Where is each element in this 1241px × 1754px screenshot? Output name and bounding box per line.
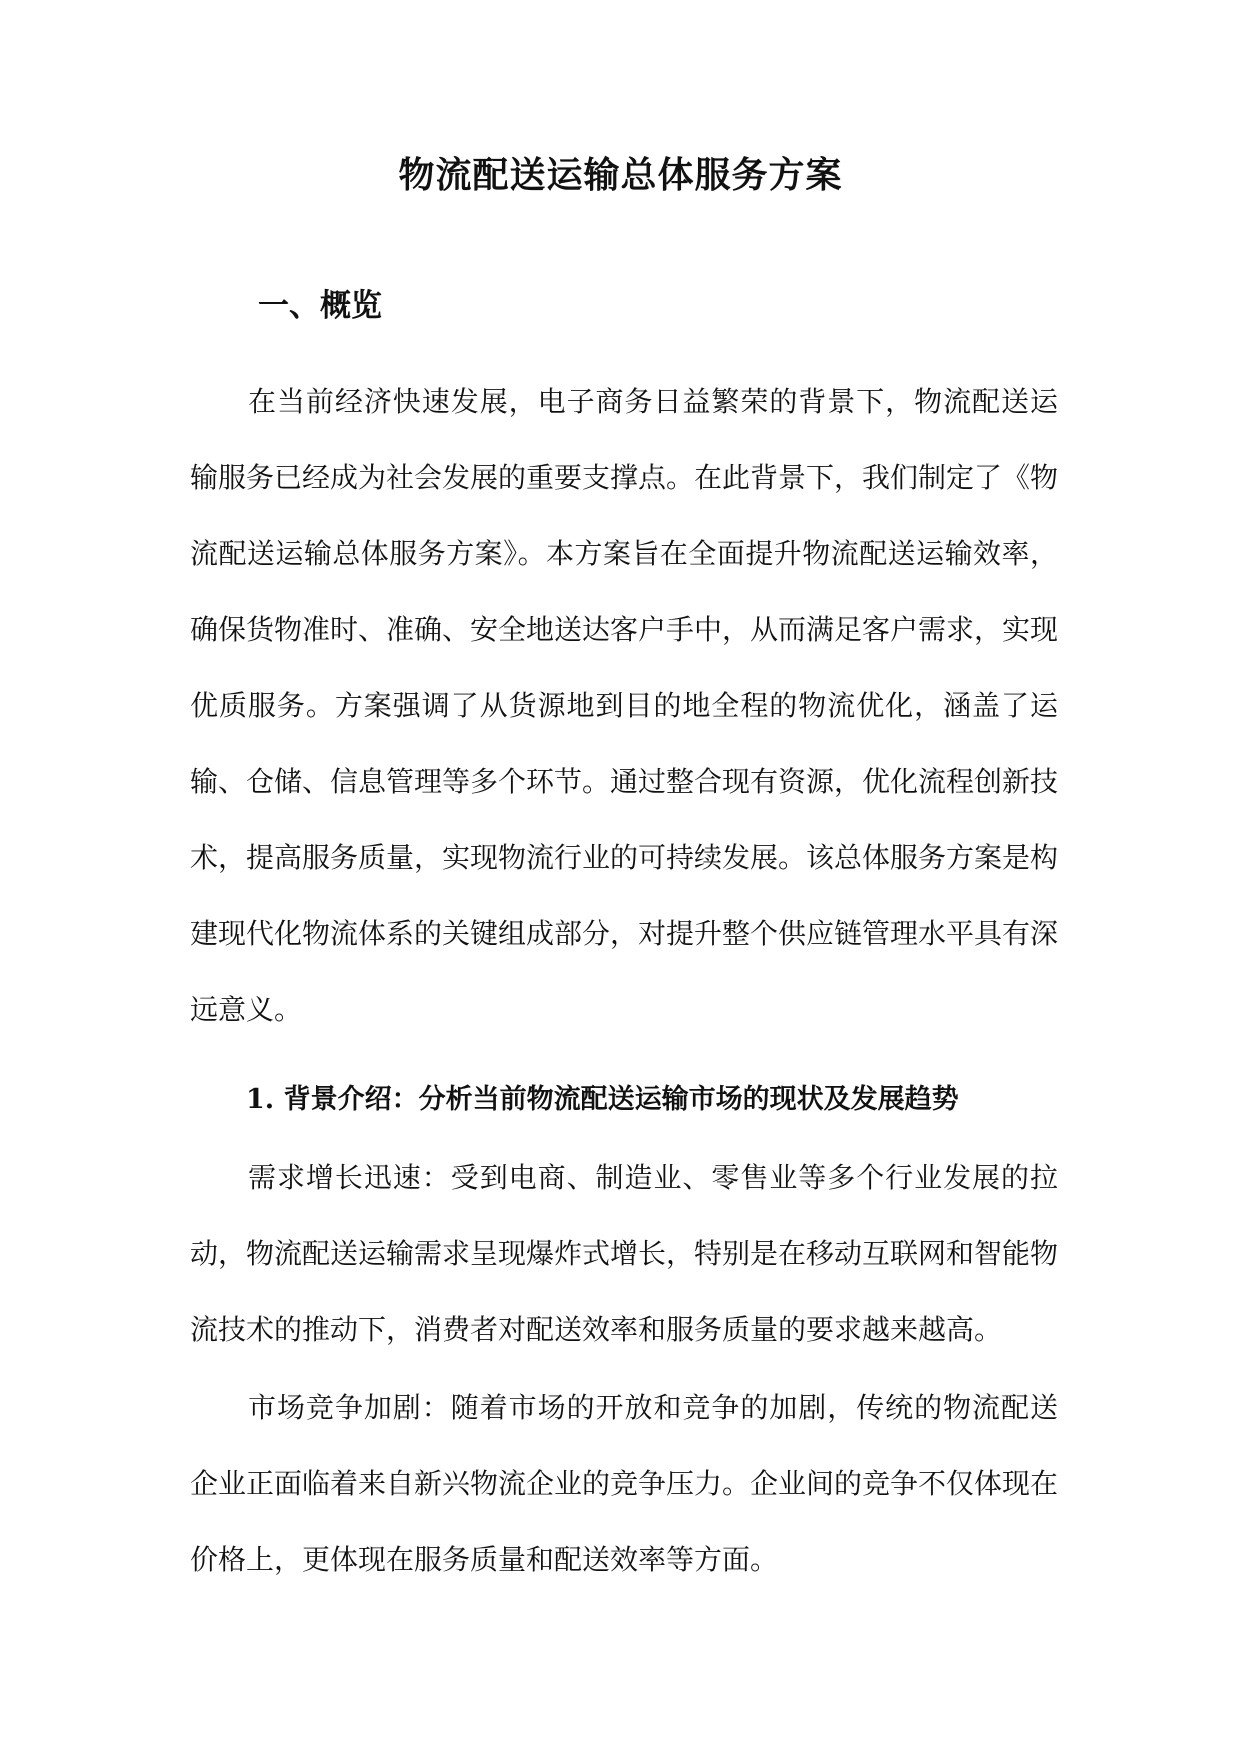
- section-heading-overview: 一、概览: [258, 288, 382, 324]
- background-paragraph-demand: 需求增长迅速：受到电商、制造业、零售业等多个行业发展的拉动，物流配送运输需求呈现爆炸式增长，特别是在移动互联网和智能物流技术的推动下，消费者对配送效率和服务质量的要求越来越高。: [190, 1161, 1059, 1346]
- subsection-heading-background: 1. 背景介绍：分析当前物流配送运输市场的现状及发展趋势: [246, 1084, 959, 1115]
- background-paragraph-competition: 市场竞争加剧：随着市场的开放和竞争的加剧，传统的物流配送企业正面临着来自新兴物流企业的竞争压力。企业间的竞争不仅体现在价格上，更体现在服务质量和配送效率等方面。: [190, 1391, 1059, 1576]
- overview-paragraph: 在当前经济快速发展，电子商务日益繁荣的背景下，物流配送运输服务已经成为社会发展的重要支撑点。在此背景下，我们制定了《物流配送运输总体服务方案》。本方案旨在全面提升物流配送运输效率，确保货物准时、准确、安全地送达客户手中，从而满足客户需求，实现优质服务。方案强调了从货源地到目的地全程的物流优化，涵盖了运输、仓储、信息管理等多个环节。通过整合现有资源，优化流程创新技术，提高服务质量，实现物流行业的可持续发展。该总体服务方案是构建现代化物流体系的关键组成部分，对提升整个供应链管理水平具有深远意义。: [190, 385, 1059, 1026]
- document-title: 物流配送运输总体服务方案: [398, 154, 843, 196]
